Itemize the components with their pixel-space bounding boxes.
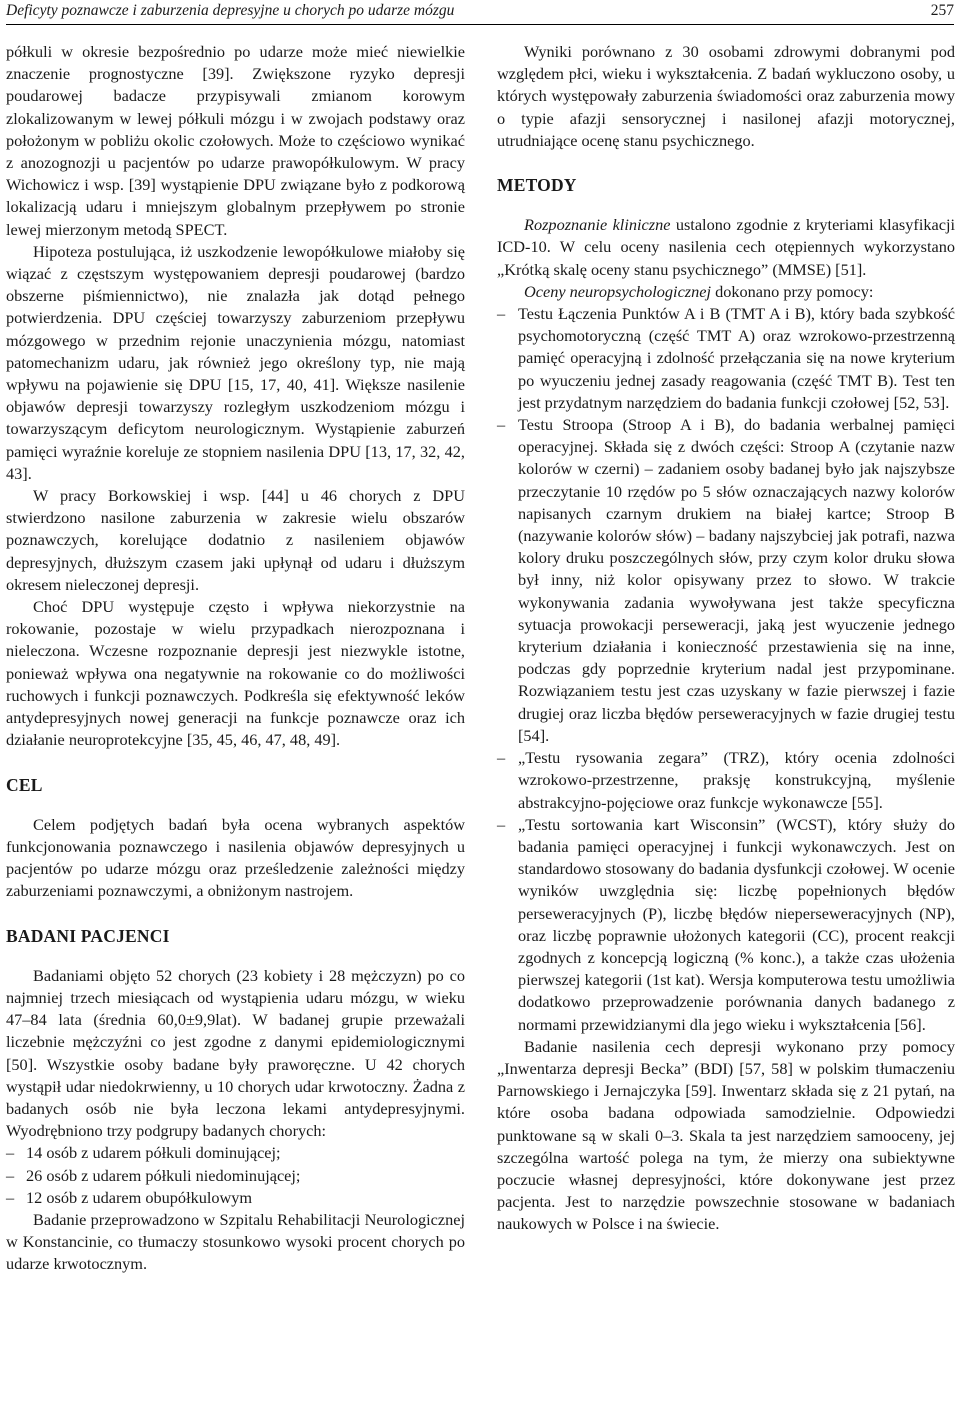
spacer xyxy=(6,752,465,774)
spacer xyxy=(6,947,465,965)
paragraph-treatment: Choć DPU występuje często i wpływa niekorzystnie na rokowanie, pozostaje w wielu przypadkach nierozpoznana i nieleczona. Wczesne rozpoznanie depresji jest niezwykle istotne, ponieważ wpływa ona negatywnie na rokowanie co do możliwości ruchowych i funkcji poznawczych. Podkreśla się efektywność leków antydepresyjnych nowej generacji na funkcje poznawcze oraz ich działanie neuroprotekcyjne [35, 45, 46, 47, 48, 49]. xyxy=(6,597,465,750)
list-item: – 12 osób z udarem obupółkulowym xyxy=(6,1187,465,1209)
text-run: ustalono zgodnie z kryteriami klasyfikacji ICD-10. W celu oceny nasilenia cech otępiennych wykorzystano „Krótką skalę oceny stanu psychicznego” (MMSE) [51]. xyxy=(497,215,955,279)
subgroup-list xyxy=(6,1142,465,1209)
list-item: – „Testu rysowania zegara” (TRZ), który ocenia zdolności wzrokowo-przestrzenne, praksję konstrukcyjną, myślenie abstrakcyjno-pojęciowe oraz funkcje wykonawcze [55]. xyxy=(497,747,955,814)
running-header xyxy=(6,0,954,25)
test-list xyxy=(497,303,955,1036)
section-heading-cel: CEL xyxy=(6,774,43,795)
list-item: – „Testu sortowania kart Wisconsin” (WCST), który służy do badania pamięci operacyjnej i funkcji wykonawczych. Jest on standardowo stosowany do badania dysfunkcji czołowej. W ocenie wyników uwzględnia się: liczbę popełnionych błędów perseweracyjnych (P), liczbę błędów nieperseweracyjnych (NP), oraz liczbę poprawnie ułożonych kategorii (CC), procent reakcji zgodnych z koncepcją logiczną (% konc.), a także czas ułożenia pierwszej kategorii (1st kat). Wersja komputerowa testu umożliwia dodatkowo przeprowadzenie porównania danych badanego z normami przewidzianymi dla jego wieku i wykształcenia [56]. xyxy=(497,814,955,1036)
text-run: dokonano przy pomocy: xyxy=(711,281,874,301)
list-item: – 14 osób z udarem półkuli dominującej; xyxy=(6,1142,465,1164)
list-item: – 26 osób z udarem półkuli niedominującej; xyxy=(6,1165,465,1187)
paragraph-controls: Wyniki porównano z 30 osobami zdrowymi dobranymi pod względem płci, wieku i wykształcenia. Z badań wykluczono osoby, u których występowały zaburzenia świadomości oraz zaburzenia mowy o typie afazji sensorycznej i nasilonej afazji motorycznej, utrudniające ocenę stanu psychicznego. xyxy=(497,42,955,150)
emphasis: Rozpoznanie kliniczne xyxy=(524,215,671,235)
paragraph-neuropsych xyxy=(497,281,955,303)
paragraph-aim: Celem podjętych badań była ocena wybranych aspektów funkcjonowania poznawczego i nasilenia objawów depresyjnych u pacjentów po udarze mózgu oraz prześledzenie zależności między zaburzeniami poznawczymi, a obniżonym nastrojem. xyxy=(6,814,465,901)
section-heading-methods: METODY xyxy=(497,175,577,196)
paragraph-patients: Badaniami objęto 52 chorych (23 kobiety i 28 mężczyzn) po co najmniej trzech miesiącach od wystąpienia udaru mózgu, w wieku 47–84 lata (średnia 60,0±9,9lat). W badanej grupie przeważali liczebnie mężczyźni co jest zgodne z danymi epidemiologicznymi [50]. Wszystkie osoby badane były praworęczne. U 42 chorych wystąpił udar niedokrwienny, u 10 chorych udar krwotoczny. Żadna z badanych osób nie była leczona lekami antydepresyjnymi. Wyodrębniono trzy podgrupy badanych chorych: xyxy=(6,965,465,1141)
paragraph-borkowska: W pracy Borkowskiej i wsp. [44] u 46 chorych z DPU stwierdzono nasilone zaburzenia w zakresie wielu obszarów poznawczych, korelujące dodatnio z nasileniem objawów depresyjnych, dłuższym czasem jaki upłynął od udaru i dłuższym okresem nieleczonej depresji. xyxy=(6,486,465,594)
running-title: Deficyty poznawcze i zaburzenia depresyjne u chorych po udarze mózgu xyxy=(6,2,455,19)
paragraph-location: Badanie przeprowadzono w Szpitalu Rehabilitacji Neurologicznej w Konstancinie, co tłumaczy stosunkowo wysoki procent chorych po udarze krwotocznym. xyxy=(6,1209,465,1274)
spacer xyxy=(497,152,955,174)
paragraph-bdi: Badanie nasilenia cech depresji wykonano przy pomocy „Inwentarza depresji Becka” (BDI) [57, 58] w polskim tłumaczeniu Parnowskiego i Jernajczyka [59]. Inwentarz składa się z 21 pytań, na które osoba badana odpowiada samodzielnie. Odpowiedzi punktowane są w skali 0–3. Skala ta jest narzędziem samooceny, jej szczególna wartość polega na tym, że mierzy ona subiektywne poczucie własnej depresyjności, które dokonywane jest przez pacjenta. Jest to narzędzie powszechnie stosowane w badaniach naukowych w Polsce i na świecie. xyxy=(497,1036,955,1234)
page-number: 257 xyxy=(930,2,954,19)
left-column xyxy=(6,41,465,1276)
spacer xyxy=(497,196,955,214)
paragraph-clinical-diagnosis xyxy=(497,214,955,281)
list-item: – Testu Łączenia Punktów A i B (TMT A i B), który bada szybkość psychomotoryczną (część TMT A) oraz wzrokowo-przestrzenną pamięć operacyjną i zdolność przełączania się na nowe kryterium po wyuczeniu jednej zasady reagowania (część TMT B). Test ten jest przydatnym narzędziem do badania funkcji czołowej [52, 53]. xyxy=(497,303,955,414)
paragraph-continuation: półkuli w okresie bezpośrednio po udarze może mieć niewielkie znaczenie prognostyczne [39]. Zwiększone ryzyko depresji poudarowej badacze przypisywali zmianom korowym zlokalizowanym w lewej półkuli mózgu i w zwojach podstawy oraz położonym w pobliżu okolic czołowych. Może to częściowo wynikać z anozognozji u pacjentów po udarze prawopółkulowym. W pracy Wichowicz i wsp. [39] wystąpienie DPU związane było z podkorową lokalizacją udaru i mniejszym globalnym przepływem po stronie lewej mierzonym metodą SPECT. xyxy=(6,42,465,239)
list-item: – Testu Stroopa (Stroop A i B), do badania werbalnej pamięci operacyjnej. Składa się z dwóch części: Stroop A (czytanie nazw kolorów w czerni) – zadaniem osoby badanej było jak najszybsze przeczytanie 10 rzędów po 5 słów oznaczających nazwy kolorów napisanych czarnym drukiem na białej kartce; Stroop B (nazywanie kolorów słów) – badany najszybciej jak potrafi, nazwa kolory druku poszczególnych słów, przy czym kolor druku słowa był inny, niż kolor opisywany przez to słowo. W trakcie wykonywania zadania wywoływana jest także specyficzna sytuacja prowokacji perseweracji, jaką jest wyuczenie jednego kryterium działania i konieczność przestawienia się na inne, podczas gdy poprzednie kryterium nadal jest przypominane. Rozwiązaniem testu jest czas uzyskany w fazie pierwszej i fazie drugiej oraz liczba błędów perseweracyjnych w fazie drugiej testu [54]. xyxy=(497,414,955,747)
right-column xyxy=(497,41,955,1236)
section-heading-patients: BADANI PACJENCI xyxy=(6,925,170,946)
spacer xyxy=(6,903,465,925)
spacer xyxy=(6,796,465,814)
emphasis: Oceny neuropsychologicznej xyxy=(524,281,712,301)
paragraph-hypothesis: Hipoteza postulująca, iż uszkodzenie lewopółkulowe miałoby się wiązać z częstszym występowaniem depresji poudarowej (bardzo obszerne piśmiennictwo), nie znalazła jak dotąd pełnego potwierdzenia. DPU częściej towarzyszy zaburzeniom przepływu mózgowego w przednim rejonie unaczynienia mózgu, natomiast patomechanizm udaru, jak również jego określony typ, nie mają wpływu na pojawienie się DPU [15, 17, 40, 41]. Większe nasilenie objawów depresji towarzyszy rozległym uszkodzeniom mózgu i towarzyszącym deficytom neurologicznym. Wystąpienie zaburzeń pamięci wyraźnie koreluje ze stopniem nasilenia DPU [13, 17, 32, 42, 43]. xyxy=(6,241,465,483)
